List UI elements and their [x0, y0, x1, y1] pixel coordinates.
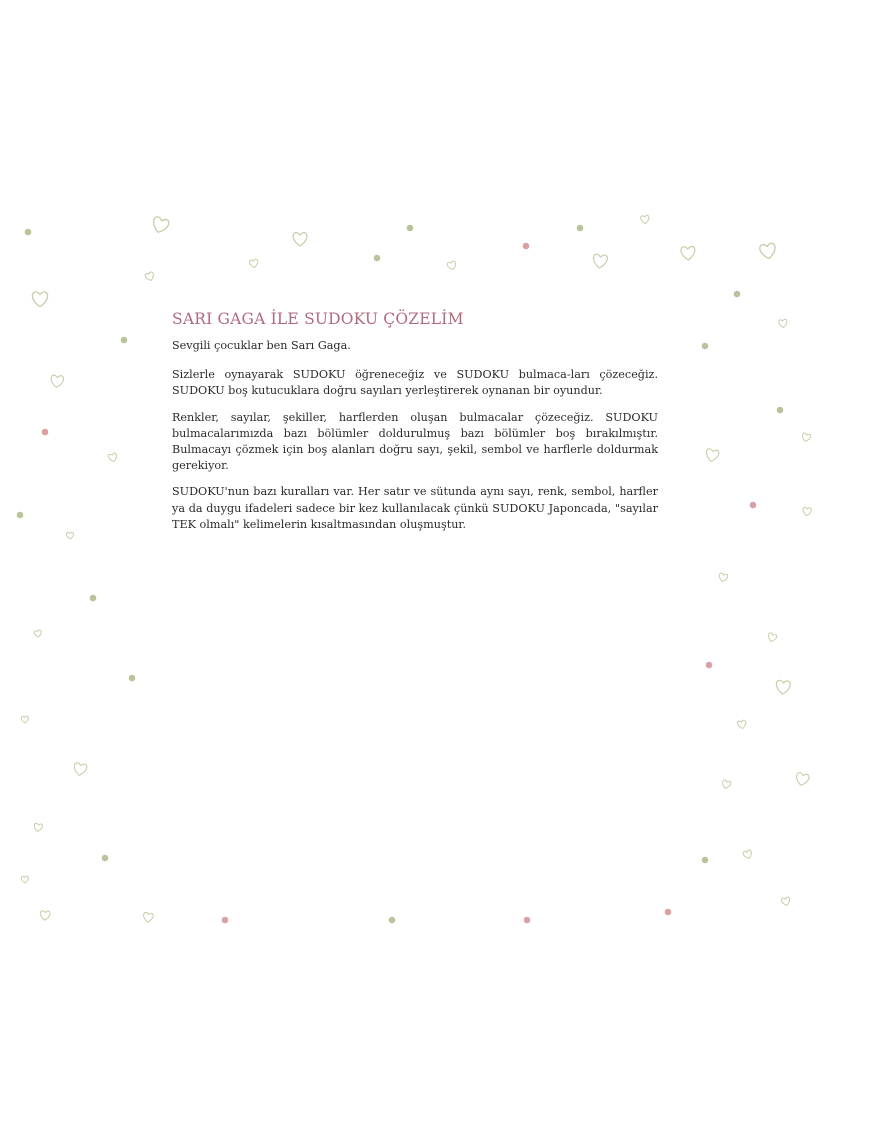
heart-icon: [767, 633, 777, 643]
heart-icon: [249, 259, 259, 268]
dot-icon: [706, 662, 713, 669]
heart-icon: [21, 876, 28, 883]
heart-icon: [151, 216, 170, 235]
heart-icon: [801, 433, 811, 443]
paragraph-1: Sevgili çocuklar ben Sarı Gaga.: [172, 339, 351, 352]
paragraph-4: SUDOKU'nun bazı kuralları var. Her satır ve sütunda aynı sayı, renk, sembol, harfler ya da duygu ifadeleri sadece bir kez kullanılacak çünkü SUDOKU Japoncada, "sayılar TEK olmalı" kelimelerin kısaltmasından oluşmuştur.: [172, 485, 658, 531]
page-title: SARI GAGA İLE SUDOKU ÇÖZELİM: [172, 310, 464, 328]
dot-icon: [25, 229, 32, 236]
dot-icon: [42, 429, 49, 436]
dot-icon: [577, 225, 584, 232]
dot-icon: [90, 595, 97, 602]
dot-icon: [222, 917, 229, 924]
text-block: [172, 310, 658, 543]
heart-icon: [32, 292, 47, 307]
heart-icon: [795, 772, 810, 787]
heart-icon: [718, 573, 728, 583]
heart-icon: [108, 453, 118, 463]
heart-icon: [66, 532, 73, 539]
heart-icon: [759, 243, 776, 260]
heart-icon: [778, 319, 787, 328]
heart-icon: [592, 254, 607, 269]
dot-icon: [129, 675, 136, 682]
dot-icon: [524, 917, 531, 924]
heart-icon: [145, 271, 155, 281]
heart-icon: [447, 261, 457, 271]
dot-icon: [389, 917, 396, 924]
heart-icon: [781, 897, 791, 907]
heart-icon: [776, 680, 791, 695]
dot-icon: [734, 291, 741, 298]
dot-icon: [665, 909, 672, 916]
heart-icon: [705, 448, 720, 462]
heart-icon: [803, 507, 812, 516]
heart-icon: [33, 823, 43, 832]
dot-icon: [121, 337, 128, 344]
heart-icon: [50, 375, 63, 388]
heart-icon: [73, 762, 87, 776]
heart-icon: [142, 912, 153, 923]
heart-icon: [737, 720, 747, 729]
dot-icon: [702, 343, 709, 350]
dot-icon: [17, 512, 24, 519]
heart-icon: [34, 630, 42, 638]
paragraph-2: Sizlerle oynayarak SUDOKU öğreneceğiz ve SUDOKU bulmaca-ları çözeceğiz. SUDOKU boş kutucuklara doğru sayıları yerleştirerek oynanan bir oyundur.: [172, 368, 658, 398]
heart-icon: [743, 849, 753, 859]
heart-icon: [40, 911, 50, 921]
dot-icon: [407, 225, 414, 232]
dot-icon: [702, 857, 709, 864]
heart-icon: [640, 215, 649, 224]
dot-icon: [750, 502, 757, 509]
dot-icon: [777, 407, 784, 414]
dot-icon: [523, 243, 530, 250]
heart-icon: [293, 233, 307, 246]
dot-icon: [102, 855, 109, 862]
heart-icon: [21, 716, 28, 723]
paragraph-3: Renkler, sayılar, şekiller, harflerden oluşan bulmacalar çözeceğiz. SUDOKU bulmacalarımızda bazı bölümler doldurulmuş bazı bölümler boş bırakılmıştır. Bulmacayı çözmek için boş alanları doğru sayı, şekil, sembol ve harflerle doldurmak gerekiyor.: [172, 410, 658, 473]
dot-icon: [374, 255, 381, 262]
heart-icon: [681, 246, 695, 260]
heart-icon: [721, 780, 731, 790]
